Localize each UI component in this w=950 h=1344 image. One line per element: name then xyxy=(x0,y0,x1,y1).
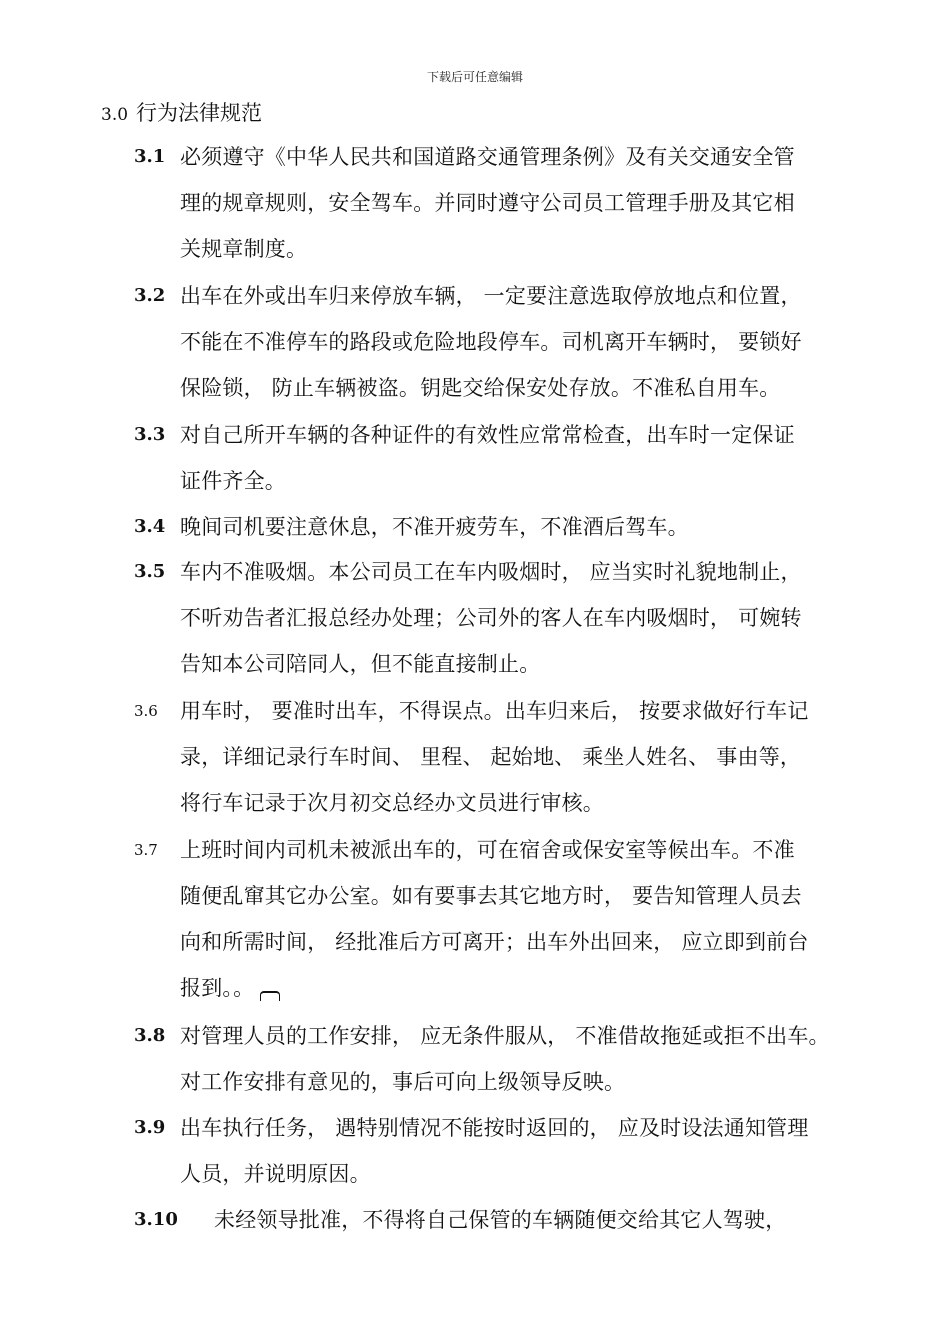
clause-line: 人员，并说明原因。 xyxy=(180,1162,371,1186)
clause-number: 3.9 xyxy=(134,1117,166,1138)
clause-number: 3.8 xyxy=(134,1025,166,1046)
clause-line: 理的规章规则，安全驾车。并同时遵守公司员工管理手册及其它相 xyxy=(180,191,795,215)
clause-line: 对工作安排有意见的，事后可向上级领导反映。 xyxy=(180,1070,626,1094)
clause-line: 晚间司机要注意休息，不准开疲劳车，不准酒后驾车。 xyxy=(180,515,689,539)
clause-line: 用车时， 要准时出车，不得误点。出车归来后， 按要求做好行车记 xyxy=(180,699,809,723)
header-note: 下载后可任意编辑 xyxy=(426,70,523,84)
clause-line: 上班时间内司机未被派出车的，可在宿舍或保安室等候出车。不准 xyxy=(180,838,795,862)
clause-line: 未经领导批准，不得将自己保管的车辆随便交给其它人驾驶， xyxy=(214,1208,787,1232)
clause-line-last xyxy=(180,965,280,1011)
clause-line: 不听劝告者汇报总经办处理；公司外的客人在车内吸烟时， 可婉转 xyxy=(180,606,802,630)
clause-line: 告知本公司陪同人，但不能直接制止。 xyxy=(180,652,541,676)
section-number: 3.0 xyxy=(101,105,129,125)
clause-number: 3.7 xyxy=(134,841,158,859)
section-title-text: 行为法律规范 xyxy=(136,101,263,125)
clause-line: 对自己所开车辆的各种证件的有效性应常常检查，出车时一定保证 xyxy=(180,423,795,447)
clause-line: 不能在不准停车的路段或危险地段停车。司机离开车辆时， 要锁好 xyxy=(180,330,802,354)
clause-number: 3.3 xyxy=(134,424,166,445)
clause-number: 3.1 xyxy=(134,146,166,167)
clause-line: 出车执行任务， 遇特别情况不能按时返回的， 应及时设法通知管理 xyxy=(180,1116,809,1140)
edit-mark-icon xyxy=(260,991,280,1001)
clause-number: 3.6 xyxy=(134,702,158,720)
clause-line: 出车在外或出车归来停放车辆， 一定要注意选取停放地点和位置， xyxy=(180,284,802,308)
clause-line: 将行车记录于次月初交总经办文员进行审核。 xyxy=(180,791,604,815)
clause-number: 3.10 xyxy=(134,1209,178,1230)
clause-line: 向和所需时间， 经批准后方可离开；出车外出回来， 应立即到前台 xyxy=(180,930,809,954)
clause-number: 3.4 xyxy=(134,516,166,537)
clause-line: 必须遵守《中华人民共和国道路交通管理条例》及有关交通安全管 xyxy=(180,145,795,169)
clause-line: 录，详细记录行车时间、 里程、 起始地、 乘坐人姓名、 事由等， xyxy=(180,745,802,769)
clause-line: 车内不准吸烟。本公司员工在车内吸烟时， 应当实时礼貌地制止， xyxy=(180,560,802,584)
clause-line: 关规章制度。 xyxy=(180,237,308,261)
clause-line: 随便乱窜其它办公室。如有要事去其它地方时， 要告知管理人员去 xyxy=(180,884,802,908)
clause-line: 证件齐全。 xyxy=(180,469,286,493)
clause-line: 对管理人员的工作安排， 应无条件服从， 不准借故拖延或拒不出车。 xyxy=(180,1024,830,1048)
clause-line: 保险锁， 防止车辆被盗。钥匙交给保安处存放。不准私自用车。 xyxy=(180,376,781,400)
section-title xyxy=(101,98,262,130)
clause-number: 3.5 xyxy=(134,561,166,582)
clause-line-text: 报到。。 xyxy=(180,976,255,1000)
clause-number: 3.2 xyxy=(134,285,166,306)
